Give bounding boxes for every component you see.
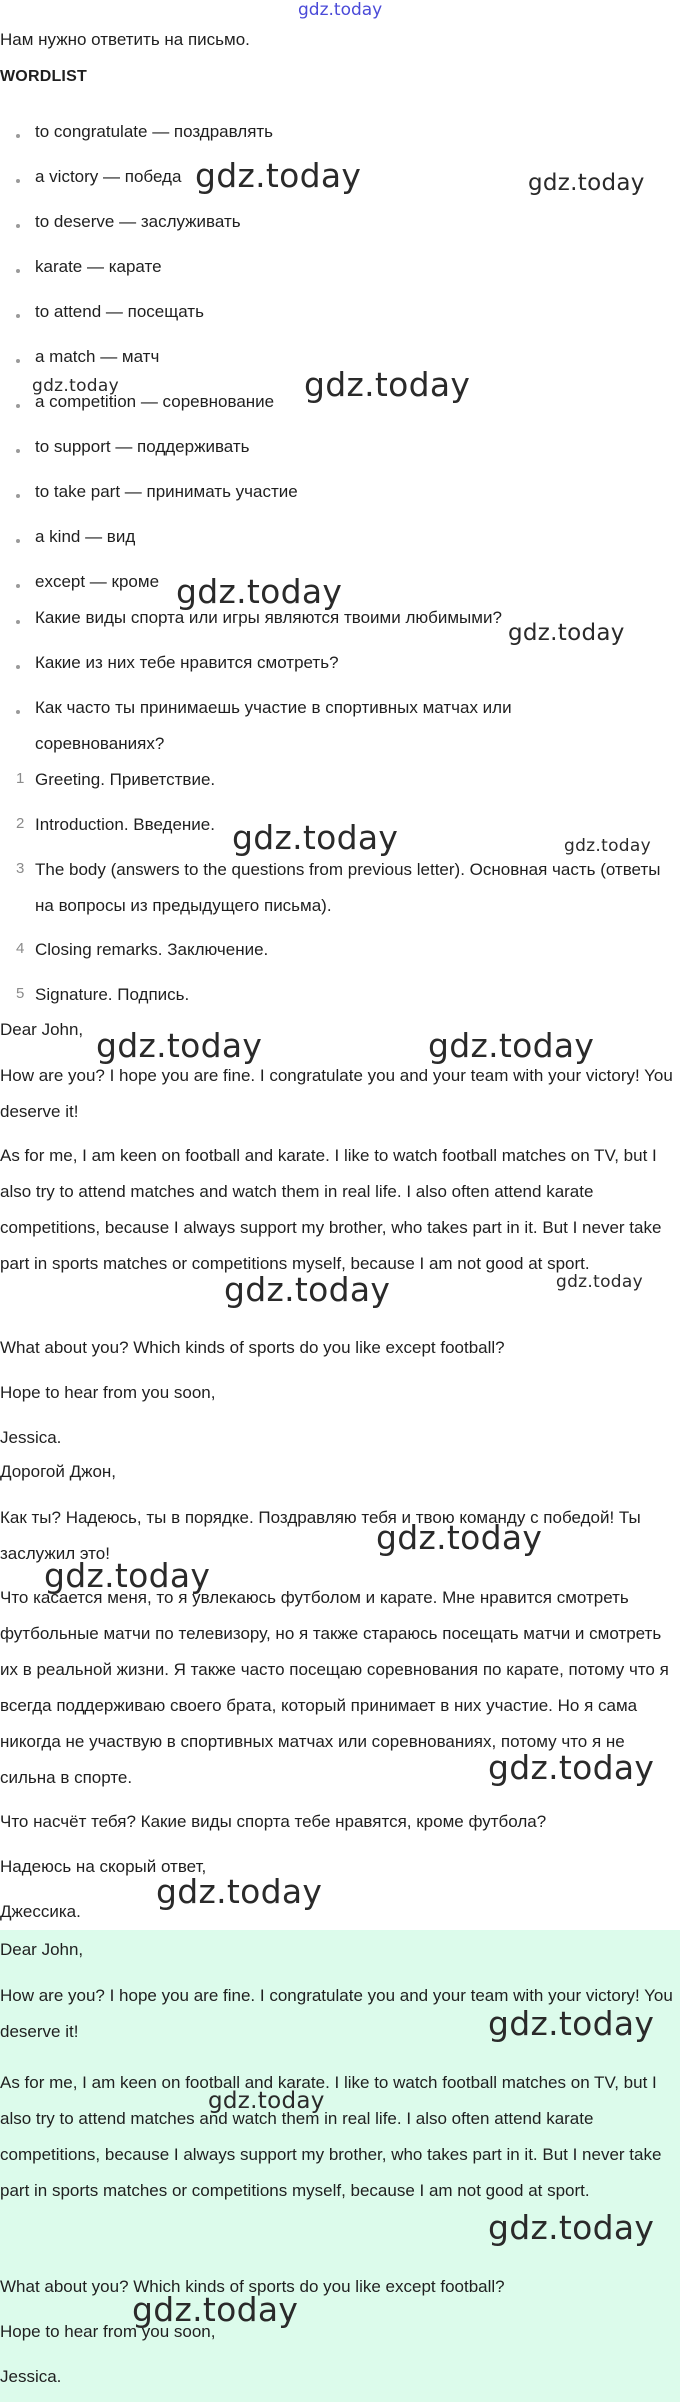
watermark: gdz.today xyxy=(176,572,343,611)
letter-en-paragraph: What about you? Which kinds of sports do you like except football? xyxy=(0,1338,505,1357)
page: gdz.today Нам нужно ответить на письмо. WORDLIST to congratulate — поздравлять a victory — победа to deserve — заслуживать karate — карате to attend — посещать a match — матч a competition — соревнование to support — поддерживать to take part — принимать участие a kind — вид except — кроме Какие виды спорта или игры являются твоими любимыми? Какие из них тебе нравится смотреть? Как часто ты принимаешь участие в спортивных матчах или соревнованиях? 1 Greeting. Приветствие. 2 Introduction. Введение. 3 The body (answers to the questions from previous letter). Основная часть (ответы на вопросы из предыдущего письма). 4 Closing remarks. Заключение. 5 Signature. Подпись. Dear John, How are you? I hope you are fine. I congratulate you and your team with your victory! You deserve it! As for me, I am keen on football and karate. I like to watch football matches on TV, but I also try to attend matches and watch them in real life. I also often attend karate competitions, because I always support my brother, who takes part in it. But I never take part in sports matches or competitions myself, because I am not good at sport. What about you? Which kinds of sports do you like except football? Hope to hear from you soon, Jessica. Дорогой Джон, Как ты? Надеюсь, ты в порядке. Поздравляю тебя и твою команду с победой! Ты заслужил это! Что касается меня, то я увлекаюсь футболом и карате. Мне нравится смотреть футбольные матчи по телевизору, но я также стараюсь посещать матчи и смотреть их в реальной жизни. Я также часто посещаю соревнования по карате, потому что я всегда поддерживаю своего брата, который принимает в них участие. Но я сама никогда не участвую в спортивных матчах или соревнованиях, потому что я не сильна в спорте. Что насчёт тебя? Какие виды спорта тебе нравятся, кроме футбола? Надеюсь на скорый ответ, Джессика. Dear John, How are you? I hope you are fine. I congratulate you and your team with your victory! You deserve it! As for me, I am keen on football and karate. I like to watch football matches on TV, but I also try to attend matches and watch them in real life. I also often attend karate competitions, because I always support my brother, who takes part in it. But I never take part in sports matches or competitions myself, because I am not good at sport. What about you? Which kinds of sports do you like except football? Hope to hear from you soon, Jessica. gdz.today gdz.today gdz.today gdz.today gdz.today gdz.today gdz.today gdz.today gdz.today gdz.today gdz.today gdz.today gdz.today gdz.today gdz.today gdz.today gdz.today gdz.today gdz.today gdz.today xyxy=(0,0,680,2402)
letter-ru-paragraph: Как ты? Надеюсь, ты в порядке. Поздравляю тебя и твою команду с победой! Ты заслужил это! xyxy=(0,1508,641,1563)
watermark: gdz.today xyxy=(428,1026,595,1065)
letter-en-paragraph: As for me, I am keen on football and karate. I like to watch football matches on TV, but I also try to attend matches and watch them in real life. I also often attend karate competitions, because I always support my brother, who takes part in it. But I never take part in sports matches or competitions myself, because I am not good at sport. xyxy=(0,1146,662,1273)
wordlist-title: WORDLIST xyxy=(0,68,87,85)
watermark: gdz.today xyxy=(208,2088,325,2114)
bullet-icon xyxy=(16,269,20,273)
letter-ru-greeting: Дорогой Джон, xyxy=(0,1462,117,1481)
watermark: gdz.today xyxy=(132,2290,299,2329)
letter-final-greeting: Dear John, xyxy=(0,1940,84,1959)
bullet-icon xyxy=(16,494,20,498)
watermark: gdz.today xyxy=(488,2004,655,2043)
bullet-icon xyxy=(16,134,20,138)
watermark: gdz.today xyxy=(195,156,362,195)
letter-final-paragraph: Hope to hear from you soon, xyxy=(0,2322,216,2341)
watermark: gdz.today xyxy=(488,1748,655,1787)
bullet-icon xyxy=(16,314,20,318)
letter-final-paragraph: What about you? Which kinds of sports do you like except football? xyxy=(0,2277,505,2296)
watermark: gdz.today xyxy=(488,2208,655,2247)
letter-ru-signature: Джессика. xyxy=(0,1902,81,1921)
watermark: gdz.today xyxy=(376,1518,543,1557)
letter-final-signature: Jessica. xyxy=(0,2367,62,2386)
watermark: gdz.today xyxy=(32,376,119,396)
watermark: gdz.today xyxy=(232,818,399,857)
letter-final-paragraph: How are you? I hope you are fine. I congratulate you and your team with your victory! You deserve it! xyxy=(0,1986,673,2041)
watermark: gdz.today xyxy=(508,620,625,646)
letter-en-greeting: Dear John, xyxy=(0,1020,84,1039)
watermark: gdz.today xyxy=(564,836,651,856)
letter-en-signature: Jessica. xyxy=(0,1428,62,1447)
watermark: gdz.today xyxy=(44,1556,211,1595)
letter-en-paragraph: How are you? I hope you are fine. I congratulate you and your team with your victory! You deserve it! xyxy=(0,1066,673,1121)
bullet-icon xyxy=(16,584,20,588)
bullet-icon xyxy=(16,539,20,543)
bullet-icon xyxy=(16,665,20,669)
bullet-icon xyxy=(16,179,20,183)
watermark: gdz.today xyxy=(528,170,645,196)
watermark: gdz.today xyxy=(96,1026,263,1065)
letter-en-paragraph: Hope to hear from you soon, xyxy=(0,1383,216,1402)
letter-ru-paragraph: Надеюсь на скорый ответ, xyxy=(0,1857,207,1876)
bullet-icon xyxy=(16,224,20,228)
watermark: gdz.today xyxy=(156,1872,323,1911)
intro-text: Нам нужно ответить на письмо. xyxy=(0,30,250,49)
bullet-icon xyxy=(16,710,20,714)
site-logo[interactable]: gdz.today xyxy=(298,0,383,20)
bullet-icon xyxy=(16,359,20,363)
watermark: gdz.today xyxy=(304,365,471,404)
bullet-icon xyxy=(16,449,20,453)
watermark: gdz.today xyxy=(224,1270,391,1309)
bullet-icon xyxy=(16,404,20,408)
letter-ru-paragraph: Что насчёт тебя? Какие виды спорта тебе нравятся, кроме футбола? xyxy=(0,1812,547,1831)
letter-final-paragraph: As for me, I am keen on football and karate. I like to watch football matches on TV, but I also try to attend matches and watch them in real life. I also often attend karate competitions, because I always support my brother, who takes part in it. But I never take part in sports matches or competitions myself, because I am not good at sport. xyxy=(0,2073,662,2200)
letter-ru-paragraph: Что касается меня, то я увлекаюсь футболом и карате. Мне нравится смотреть футбольные матчи по телевизору, но я также стараюсь посещать матчи и смотреть их в реальной жизни. Я также часто посещаю соревнования по карате, потому что я всегда поддерживаю своего брата, который принимает в них участие. Но я сама никогда не участвую в спортивных матчах или соревнованиях, потому что я не сильна в спорте. xyxy=(0,1588,669,1787)
bullet-icon xyxy=(16,620,20,624)
watermark: gdz.today xyxy=(556,1272,643,1292)
